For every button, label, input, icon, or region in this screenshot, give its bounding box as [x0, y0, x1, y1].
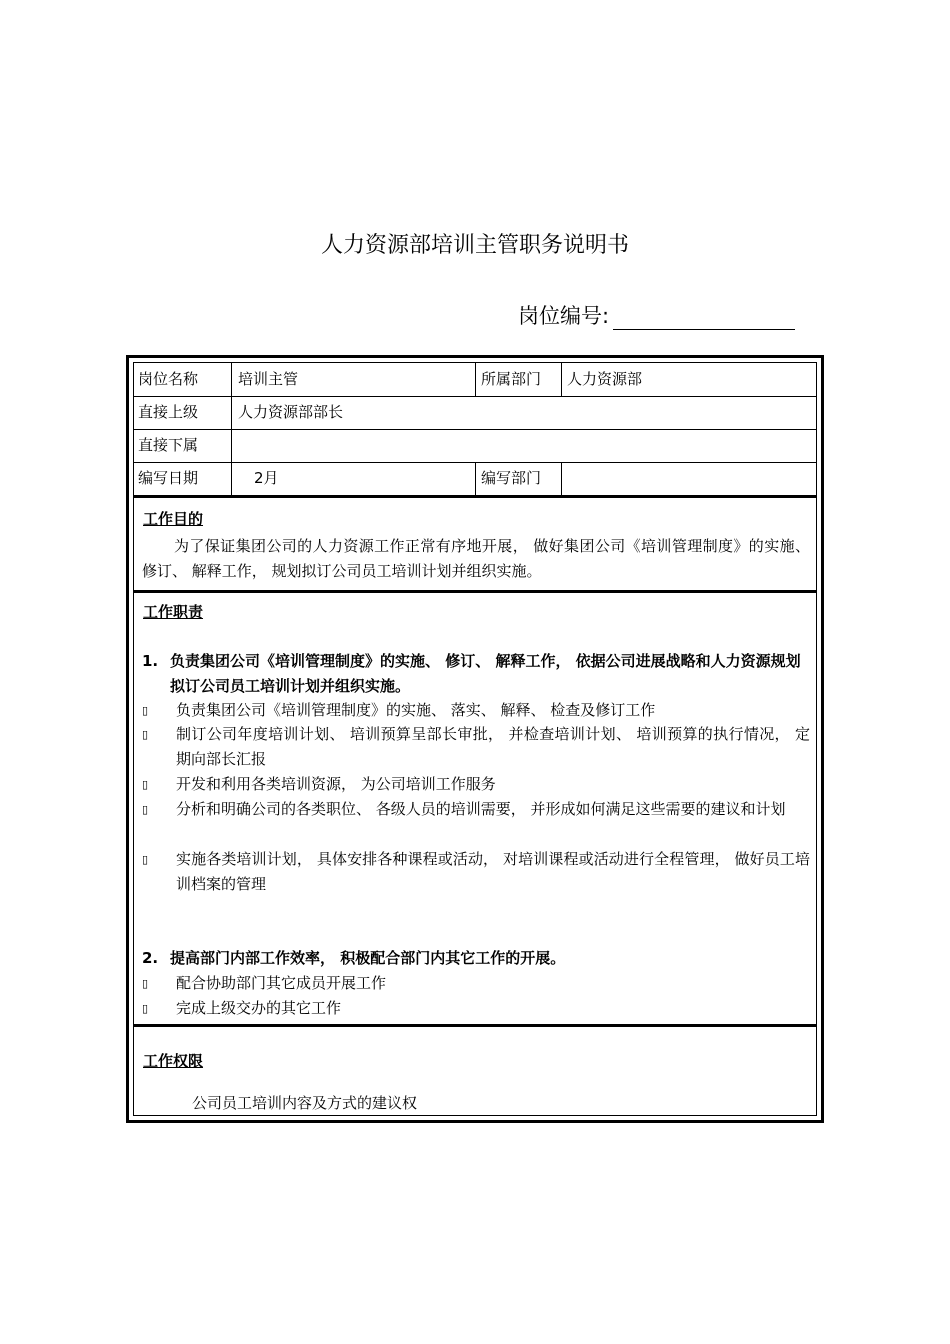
superior-value: 人力资源部部长 — [238, 403, 344, 421]
duties-heading: 工作职责 — [143, 603, 204, 621]
bullet-icon: ▯ — [142, 853, 149, 866]
rights-text: 公司员工培训内容及方式的建议权 — [192, 1094, 418, 1112]
grid-line — [475, 462, 476, 495]
duty-number: 2. — [142, 949, 159, 967]
grid-line — [134, 429, 816, 430]
job-description-table — [126, 355, 824, 1123]
list-item-text: 开发和利用各类培训资源， 为公司培训工作服务 — [176, 775, 496, 793]
list-item — [142, 971, 810, 996]
table-inner-border — [133, 362, 817, 1116]
superior-label: 直接上级 — [138, 403, 199, 421]
date-label: 编写日期 — [138, 469, 199, 487]
bullet-icon: ▯ — [142, 704, 149, 717]
duty-number: 1. — [142, 652, 159, 670]
author-dept-label: 编写部门 — [481, 469, 542, 487]
duty-item-2 — [142, 946, 810, 971]
list-item-text: 分析和明确公司的各类职位、 各级人员的培训需要， 并形成如何满足这些需要的建议和计划 — [176, 800, 786, 818]
subordinate-label: 直接下属 — [138, 436, 199, 454]
section-divider — [134, 495, 816, 498]
post-name-value: 培训主管 — [238, 370, 299, 388]
bullet-icon: ▯ — [142, 803, 149, 816]
list-item — [142, 996, 810, 1021]
grid-line — [475, 363, 476, 396]
list-item — [142, 797, 810, 822]
grid-line — [561, 462, 562, 495]
list-item-text: 制订公司年度培训计划、 培训预算呈部长审批， 并检查培训计划、 培训预算的执行情况， 定期向部长汇报 — [176, 725, 810, 768]
grid-line — [231, 363, 232, 495]
list-item-text: 实施各类培训计划， 具体安排各种课程或活动， 对培训课程或活动进行全程管理， 做好员工培训档案的管理 — [176, 850, 810, 893]
post-number-field — [518, 300, 795, 330]
bullet-icon: ▯ — [142, 977, 149, 990]
section-divider — [134, 1024, 816, 1027]
post-name-label: 岗位名称 — [138, 370, 199, 388]
date-value: 2月 — [254, 469, 279, 487]
department-value: 人力资源部 — [567, 370, 643, 388]
department-label: 所属部门 — [481, 370, 542, 388]
list-item-text: 配合协助部门其它成员开展工作 — [176, 974, 387, 992]
duty-title: 负责集团公司《培训管理制度》的实施、 修订、 解释工作， 依据公司进展战略和人力资源规划拟订公司员工培训计划并组织实施。 — [170, 652, 801, 695]
bullet-icon: ▯ — [142, 778, 149, 791]
grid-line — [561, 363, 562, 396]
purpose-text: 为了保证集团公司的人力资源工作正常有序地开展， 做好集团公司《培训管理制度》的实施、 修订、 解释工作， 规划拟订公司员工培训计划并组织实施。 — [142, 537, 810, 580]
list-item — [142, 847, 810, 897]
list-item-text: 完成上级交办的其它工作 — [176, 999, 342, 1017]
bullet-icon: ▯ — [142, 728, 149, 741]
purpose-heading: 工作目的 — [143, 510, 204, 528]
bullet-icon: ▯ — [142, 1002, 149, 1015]
duty-title: 提高部门内部工作效率， 积极配合部门内其它工作的开展。 — [170, 949, 566, 967]
list-item-text: 负责集团公司《培训管理制度》的实施、 落实、 解释、 检查及修订工作 — [176, 701, 656, 719]
list-item — [142, 698, 810, 723]
duty-item-1 — [142, 649, 810, 699]
section-divider — [134, 590, 816, 593]
post-number-label: 岗位编号: — [518, 304, 610, 328]
document-title: 人力资源部培训主管职务说明书 — [320, 233, 629, 258]
list-item — [142, 722, 810, 772]
list-item — [142, 772, 810, 797]
post-number-blank-line — [613, 307, 795, 330]
rights-heading: 工作权限 — [143, 1052, 204, 1070]
